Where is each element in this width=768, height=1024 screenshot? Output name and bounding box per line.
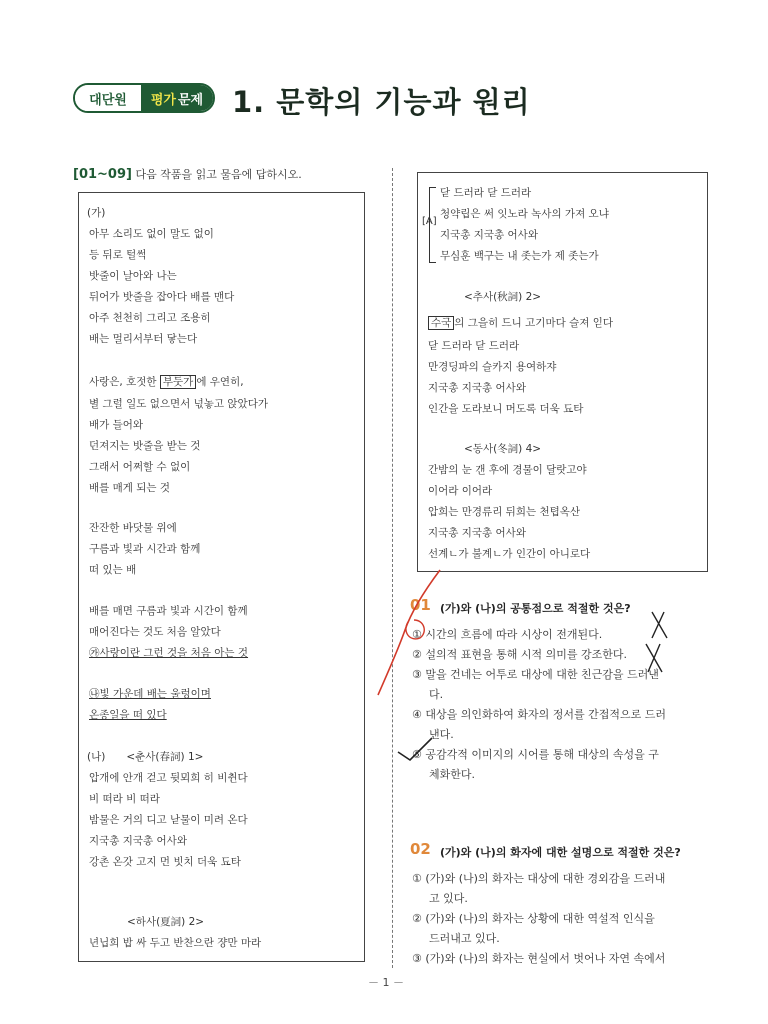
question-number: 01 [410,596,431,614]
passage-line: 아무 소리도 없이 말도 없이 [89,228,214,240]
poem-section-title: <동사(冬詞) 4> [464,443,542,455]
instruction-range: [01~09] [73,167,132,182]
passage-line: 압희는 만경류리 뒤희는 천텹옥산 [428,506,581,518]
pen-x-mark [652,612,667,638]
badge-eval-label [141,85,213,111]
question-text: (가)와 (나)의 화자에 대한 설명으로 적절한 것은? [440,846,681,859]
passage-box-left [78,192,365,962]
badge-eval-accent: 평가 [150,92,176,108]
passage-line: 년닙희 밥 싸 두고 반찬으란 쟝만 마라 [89,937,262,949]
passage-line: 뒤어가 밧줄을 잡아다 배를 맨다 [89,291,235,303]
passage-line: 아주 천천히 그리고 조용히 [89,312,211,324]
passage-line: 배를 매게 되는 것 [89,482,171,494]
poem-section-title: <하사(夏詞) 2> [127,916,205,928]
passage-line: 이어라 이어라 [428,485,493,497]
answer-option[interactable]: ① (가)와 (나)의 화자는 대상에 대한 경외감을 드러내 [412,872,666,885]
passage-line: 별 그럴 일도 없으면서 넋놓고 앉았다가 [89,398,268,410]
question-text: (가)와 (나)의 공통점으로 적절한 것은? [440,602,631,615]
passage-line: 무심훈 백구는 내 좃는가 제 좃는가 [440,250,599,262]
passage-line: 지국총 지국총 어사와 [428,527,526,539]
passage-line: (가) [87,207,106,219]
page-title: 1. 문학의 기능과 원리 [232,85,531,119]
passage-line: 던져지는 밧줄을 받는 것 [89,440,201,452]
answer-option-continued: 체화한다. [429,768,476,781]
passage-line: 강촌 온갓 고지 먼 빗치 더욱 됴타 [89,856,241,868]
passage-line: 등 뒤로 털썩 [89,249,147,261]
poem-section-title: (나) <춘사(春詞) 1> [87,751,204,763]
poem-section-title: <추사(秋詞) 2> [464,291,542,303]
passage-line: 떠 있는 배 [89,564,137,576]
passage-line: 지국총 지국총 어사와 [428,382,526,394]
badge-eval-text: 문제 [178,92,204,108]
instruction-text: 다음 작품을 읽고 물음에 답하시오. [135,168,302,181]
passage-line: 비 떠라 비 떠라 [89,793,160,805]
passage-line-with-frame: 사랑은, 호젓한 부둣가 에 우연히, [89,376,244,388]
answer-option[interactable]: ④ 대상을 의인화하여 화자의 정서를 간접적으로 드러 [412,708,666,721]
passage-line: 밧줄이 날아와 나는 [89,270,177,282]
passage-line: 배를 매면 구름과 빛과 시간이 함께 [89,605,248,617]
answer-option[interactable]: ③ (가)와 (나)의 화자는 현실에서 벗어나 자연 속에서 [412,952,666,965]
column-divider [392,168,393,968]
passage-line-with-frame: 수국 의 그을히 드니 고기마다 슬져 읻다 [428,315,613,330]
underlined-line-a: ㉮사랑이란 그런 것을 처음 아는 것 [89,647,249,659]
page-number: － 1 － [368,976,404,989]
passage-line: 간밤의 눈 갠 후에 경물이 달랏고야 [428,464,587,476]
instruction [73,166,302,182]
passage-line: 청약립은 써 잇노라 녹사의 가져 오냐 [440,208,609,220]
passage-line: 배는 멀리서부터 닿는다 [89,333,198,345]
passage-line: 압개에 안개 걷고 뒷뫼희 히 비췬다 [89,772,248,784]
passage-line: 닫 드러라 닫 드러라 [440,187,532,199]
passage-line: 인간을 도라보니 머도록 더욱 됴타 [428,403,584,415]
passage-line: 매어진다는 것도 처음 알았다 [89,626,221,638]
passage-line: 지국총 지국총 어사와 [89,835,187,847]
underlined-line-b: ㉯빛 가운데 배는 울렁이며 [89,688,211,700]
passage-line: 잔잔한 바닷물 위에 [89,522,177,534]
passage-line: 구름과 빛과 시간과 함께 [89,543,201,555]
answer-option[interactable]: ① 시간의 흐름에 따라 시상이 전개된다. [412,628,603,641]
passage-line: 만경딩파의 슬카지 용여하쟈 [428,361,557,373]
underlined-line-b: 온종일을 떠 있다 [89,709,167,721]
passage-line: 닫 드러라 닫 드러라 [428,340,520,352]
passage-line: 지국총 지국총 어사와 [440,229,538,241]
framed-word: 수국 [428,316,454,330]
answer-option-continued: 드러내고 있다. [429,932,500,945]
answer-option[interactable]: ② 설의적 표현을 통해 시적 의미를 강조한다. [412,648,627,661]
bracket-label: [A] [422,216,437,227]
passage-line: 그래서 어쩌할 수 없이 [89,461,191,473]
answer-option[interactable]: ⑤ 공감각적 이미지의 시어를 통해 대상의 속성을 구 [412,748,659,761]
badge-unit-label: 대단원 [75,85,141,111]
answer-option[interactable]: ② (가)와 (나)의 화자는 상황에 대한 역설적 인식을 [412,912,655,925]
section-badge [73,83,215,113]
passage-box-right [417,172,708,572]
passage-line: 배가 들어와 [89,419,144,431]
answer-option-continued: 낸다. [429,728,454,741]
framed-word: 부둣가 [160,375,196,389]
passage-line: 밤물은 거의 디고 낟물이 미려 온다 [89,814,248,826]
answer-option-continued: 다. [429,688,444,701]
answer-option[interactable]: ③ 말을 건네는 어투로 대상에 대한 친근감을 드러낸 [412,668,659,681]
question-number: 02 [410,840,431,858]
answer-option-continued: 고 있다. [429,892,468,905]
passage-line: 선계ㄴ가 불계ㄴ가 인간이 아니로다 [428,548,591,560]
